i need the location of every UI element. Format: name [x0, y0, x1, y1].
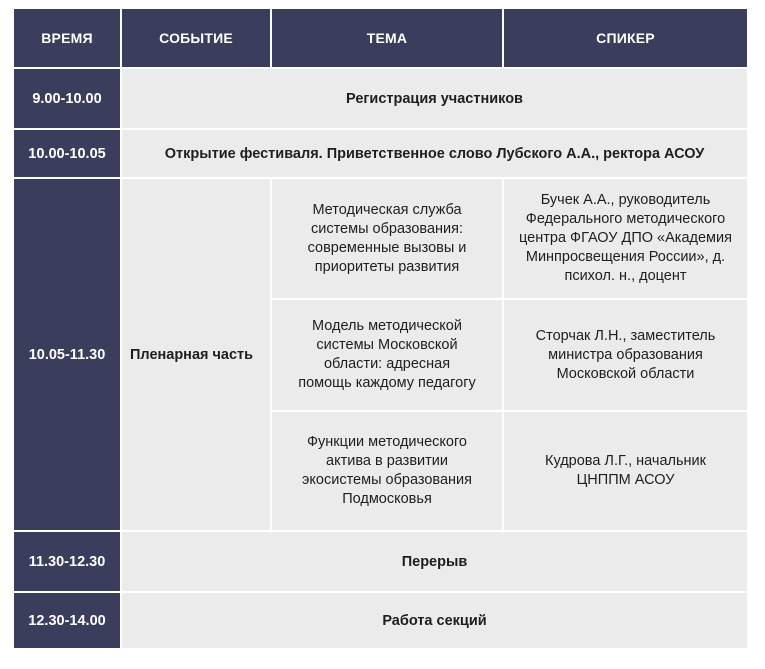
- time-plenary: 10.05-11.30: [14, 179, 120, 530]
- speaker-2: Сторчак Л.Н., заместитель министра образования Московской области: [504, 300, 747, 410]
- event-plenary: Пленарная часть: [122, 179, 270, 530]
- event-sections: Работа секций: [122, 593, 747, 648]
- event-opening: Открытие фестиваля. Приветственное слово Лубского А.А., ректора АСОУ: [122, 130, 747, 177]
- topic-3: Функции методического актива в развитии экосистемы образования Подмосковья: [272, 412, 502, 530]
- topic-1: Методическая служба системы образования: современные вызовы и приоритеты развития: [272, 179, 502, 298]
- header-time: ВРЕМЯ: [14, 9, 120, 67]
- speaker-3: Кудрова Л.Г., начальник ЦНППМ АСОУ: [504, 412, 747, 530]
- time-break: 11.30-12.30: [14, 532, 120, 591]
- topic-2: Модель методической системы Московской области: адресная помощь каждому педагогу: [272, 300, 502, 410]
- header-topic: ТЕМА: [272, 9, 502, 67]
- time-sections: 12.30-14.00: [14, 593, 120, 648]
- time-registration: 9.00-10.00: [14, 69, 120, 128]
- event-registration: Регистрация участников: [122, 69, 747, 128]
- event-break: Перерыв: [122, 532, 747, 591]
- header-speaker: СПИКЕР: [504, 9, 747, 67]
- header-event: СОБЫТИЕ: [122, 9, 270, 67]
- speaker-1: Бучек А.А., руководитель Федерального методического центра ФГАОУ ДПО «Академия Минпросвещения России», д. психол. н., доцент: [504, 179, 747, 298]
- time-opening: 10.00-10.05: [14, 130, 120, 177]
- schedule-table: [14, 9, 741, 635]
